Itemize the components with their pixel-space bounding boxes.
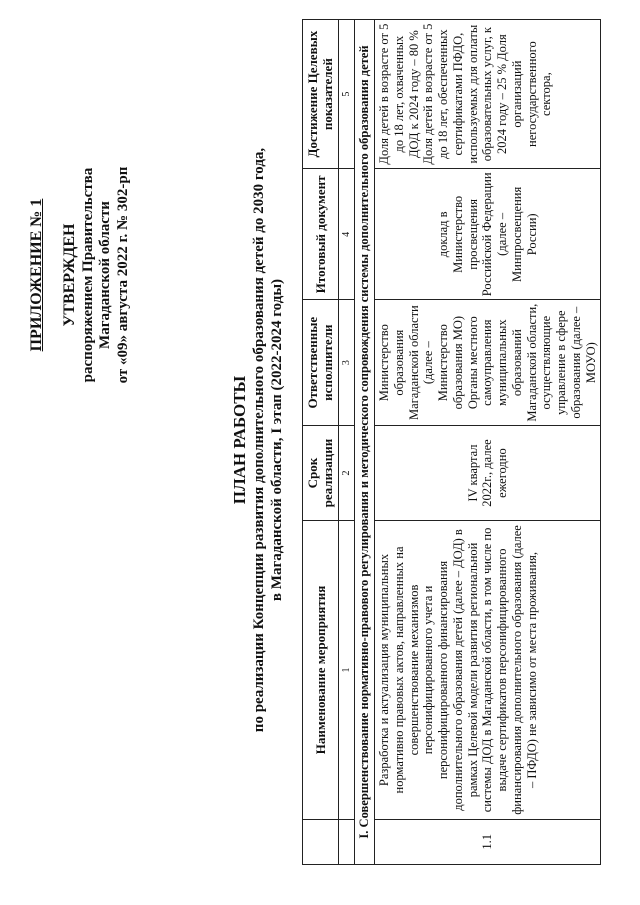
- table-header-row: [303, 20, 339, 865]
- column-number: 1: [338, 521, 355, 819]
- order-line-1: распоряжением Правительства: [79, 167, 96, 383]
- row-targets: Доля детей в возрасте от 5 до 18 лет, охваченных ДОД к 2024 году – 80 % Доля детей в возрасте от 5 до 18 лет, обеспеченных сертификатами ПФДО, используемых для оплаты образовательных услуг, к 2024 году – 25 % Доля организаций негосударственного сектора,: [375, 20, 601, 169]
- row-document: доклад в Министерство просвещения Российской Федерации (далее – Минпросвещения России): [375, 169, 601, 300]
- section-row: [355, 20, 375, 865]
- order-line-3: от «09» августа 2022 г. № 302-рп: [115, 166, 132, 384]
- plan-subtitle-1: по реализации Концепции развития дополнительного образования детей до 2030 года,: [251, 147, 268, 733]
- column-number: 5: [338, 20, 355, 169]
- appendix-label: ПРИЛОЖЕНИЕ № 1: [28, 198, 45, 352]
- plan-title: ПЛАН РАБОТЫ: [230, 375, 249, 505]
- column-number-blank: [338, 819, 355, 864]
- column-number: 4: [338, 169, 355, 300]
- header-cell-responsible: Ответственные исполнители: [303, 300, 339, 425]
- order-line-2: Магаданской области: [97, 201, 114, 349]
- column-number: 2: [338, 425, 355, 520]
- plan-subtitle-2: в Магаданской области, I этап (2022-2024 годы): [269, 278, 286, 602]
- row-name: Разработка и актуализация муниципальных нормативно правовых актов, направленных на совершенствование механизмов персонифицированного учета и персонифицированного финансирования дополнительного образования детей (далее – ДОД) в рамках Целевой модели развития региональной системы ДОД в Магаданской области, в том числе по выдаче сертификатов персонифицированного финансирования дополнительного образования (далее – ПФДО) не зависимо от места проживания,: [375, 521, 601, 819]
- column-number: 3: [338, 300, 355, 425]
- header-cell-name: Наименование мероприятия: [303, 521, 339, 819]
- approval-header: [28, 85, 133, 465]
- row-number: 1.1: [375, 819, 601, 864]
- header-cell-document: Итоговый документ: [303, 169, 339, 300]
- column-number-row: [338, 20, 355, 865]
- table-row: [375, 20, 601, 865]
- header-cell-term: Срок реализации: [303, 425, 339, 520]
- plan-heading: [230, 95, 286, 785]
- approved-label: УТВЕРЖДЕН: [60, 223, 78, 327]
- row-term: IV квартал 2022г., далее ежегодно: [375, 425, 601, 520]
- row-responsible: Министерство образования Магаданской области (далее – Министерство образования МО) Органы местного самоуправления муниципальных образований Магаданской области, осуществляющие управление в сфере образования (далее – МОУО): [375, 300, 601, 425]
- header-cell-targets: Достижение Целевых показателей: [303, 20, 339, 169]
- header-cell-num: [303, 819, 339, 864]
- section-title: I. Совершенствование нормативно-правового регулирования и методического сопровождения системы дополнительного образования детей: [355, 20, 375, 865]
- plan-table: [302, 19, 601, 865]
